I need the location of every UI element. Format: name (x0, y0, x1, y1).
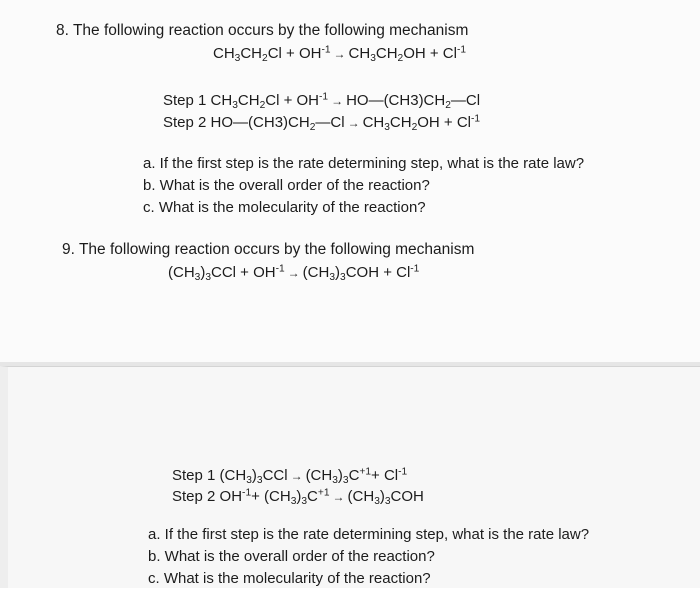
q8-overall-equation: $CH_3CH_2Cl + OH^{-1} \to CH_3CH_2OH + Cl^{-1}$ (213, 44, 467, 64)
q8-step-2: Step 2 $HO—(CH3)CH_2—Cl \to CH_3CH_2OH + Cl^{-1}$ (163, 113, 481, 133)
q8-question-c: c. What is the molecularity of the reaction? (143, 199, 426, 216)
q9-step-2: Step 2 $OH^{-1}+ (CH_3)_3C^{+1} \to (CH_3)_3COH$ (172, 487, 424, 507)
q9-step-1: Step 1 $(CH_3)_3CCl \to (CH_3)_3C^{+1}+ Cl^{-1}$ (172, 466, 408, 486)
q8-question-b: b. What is the overall order of the reaction? (143, 177, 430, 194)
q9-question-b: b. What is the overall order of the reaction? (148, 548, 435, 565)
q8-title: 8. The following reaction occurs by the following mechanism (56, 22, 469, 39)
reaction-arrow-icon: → (333, 47, 346, 61)
question-9-continued-panel (0, 366, 700, 588)
reaction-arrow-icon: → (332, 490, 345, 504)
q9-overall-equation: $(CH_3)_3CCl + OH^{-1} \to (CH_3)_3COH + Cl^{-1}$ (168, 263, 420, 283)
reaction-arrow-icon: → (347, 116, 360, 130)
reaction-arrow-icon: → (287, 266, 300, 280)
q8-question-a: a. If the first step is the rate determining step, what is the rate law? (143, 155, 585, 172)
q9-question-a: a. If the first step is the rate determining step, what is the rate law? (148, 526, 590, 543)
reaction-arrow-icon: → (331, 94, 344, 108)
reaction-arrow-icon: → (290, 469, 303, 483)
q9-question-c: c. What is the molecularity of the reaction? (148, 570, 431, 587)
q8-step-1: Step 1 $CH_3CH_2Cl + OH^{-1}$ → $HO—(CH3)CH_2—Cl$ (163, 91, 481, 111)
q9-title: 9. The following reaction occurs by the following mechanism (62, 241, 475, 258)
